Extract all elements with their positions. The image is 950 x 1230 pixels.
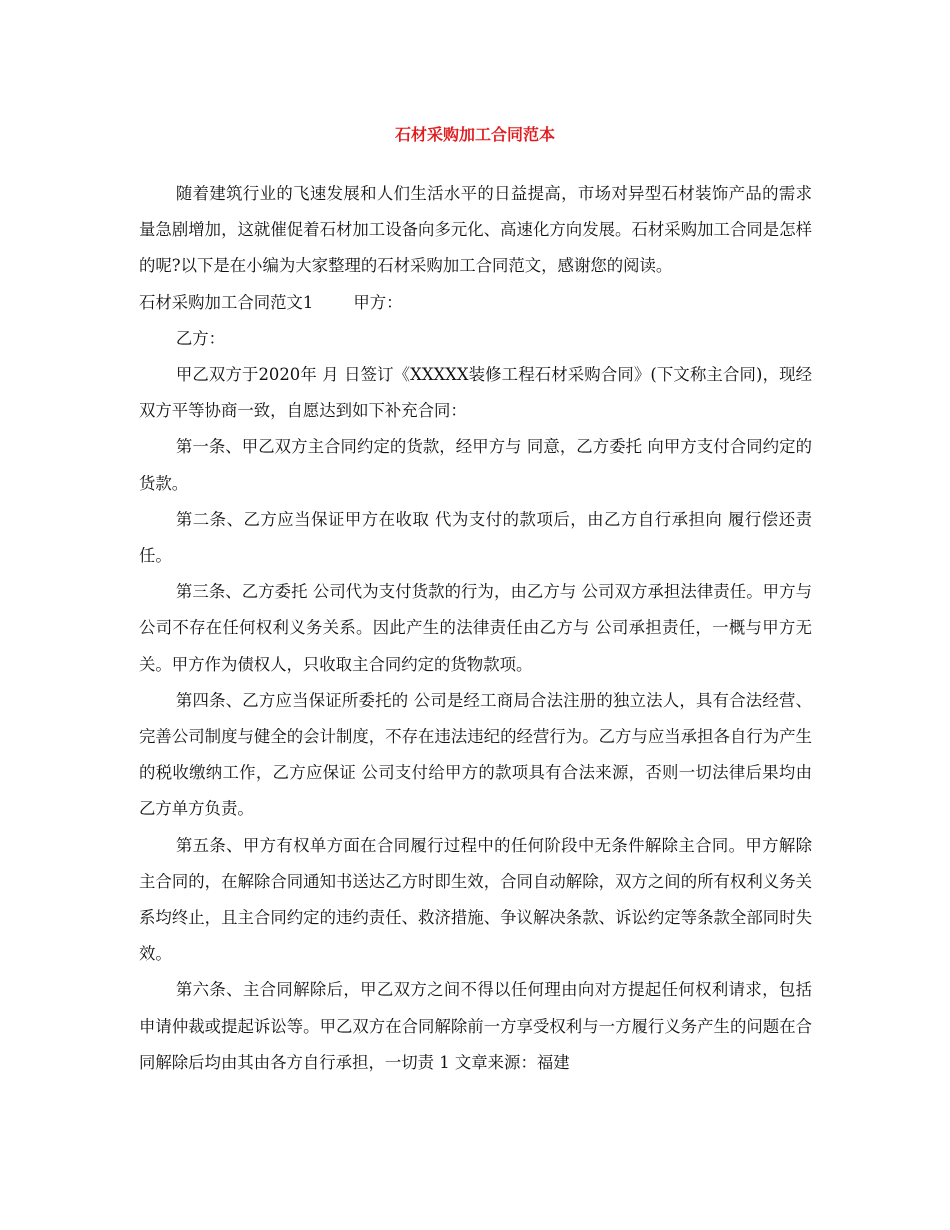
clause-5: 第五条、甲方有权单方面在合同履行过程中的任何阶段中无条件解除主合同。甲方解除主合同的，在解除合同通知书送达乙方时即生效，合同自动解除，双方之间的所有权利义务关系均终止，且主合同约定的违约责任、救济措施、争议解决条款、诉讼约定等条款全部同时失效。 xyxy=(139,835,812,964)
clause-2: 第二条、乙方应当保证甲方在收取 代为支付的款项后，由乙方自行承担向 履行偿还责任。 xyxy=(139,509,812,566)
intro-paragraph: 随着建筑行业的飞速发展和人们生活水平的日益提高，市场对异型石材装饰产品的需求量急剧增加，这就催促着石材加工设备向多元化、高速化方向发展。石材采购加工合同是怎样的呢?以下是在小编为大家整理的石材采购加工合同范文，感谢您的阅读。 xyxy=(139,184,812,276)
clause-1: 第一条、甲乙双方主合同约定的货款，经甲方与 同意，乙方委托 向甲方支付合同约定的货款。 xyxy=(139,437,812,493)
contract-sample-heading: 石材采购加工合同范文1 xyxy=(139,292,314,312)
document-title: 石材采购加工合同范本 xyxy=(394,125,555,144)
party-a-label: 甲方： xyxy=(353,292,403,312)
contract-heading-line xyxy=(139,285,812,321)
party-b-label: 乙方： xyxy=(175,328,226,348)
clause-preamble: 甲乙双方于2020年 月 日签订《XXXXX装修工程石材采购合同》(下文称主合同)，现经双方平等协商一致，自愿达到如下补充合同： xyxy=(139,365,812,421)
clause-3: 第三条、乙方委托 公司代为支付货款的行为，由乙方与 公司双方承担法律责任。甲方与 公司不存在任何权利义务关系。因此产生的法律责任由乙方与 公司承担责任，一概与甲方无关。甲方作为债权人，只收取主合同约定的货物款项。 xyxy=(139,582,812,674)
clause-6: 第六条、主合同解除后，甲乙双方之间不得以任何理由向对方提起任何权利请求，包括申请仲裁或提起诉讼等。甲乙双方在合同解除前一方享受权利与一方履行义务产生的问题在合同解除后均由其由各方自行承担，一切责 1 文章来源：福建 xyxy=(139,980,812,1072)
document-body xyxy=(139,176,812,1081)
clause-4: 第四条、乙方应当保证所委托的 公司是经工商局合法注册的独立法人，具有合法经营、完善公司制度与健全的会计制度，不存在违法违纪的经营行为。乙方与应当承担各自行为产生的税收缴纳工作，乙方应保证 公司支付给甲方的款项具有合法来源，否则一切法律后果均由乙方单方负责。 xyxy=(139,690,812,819)
